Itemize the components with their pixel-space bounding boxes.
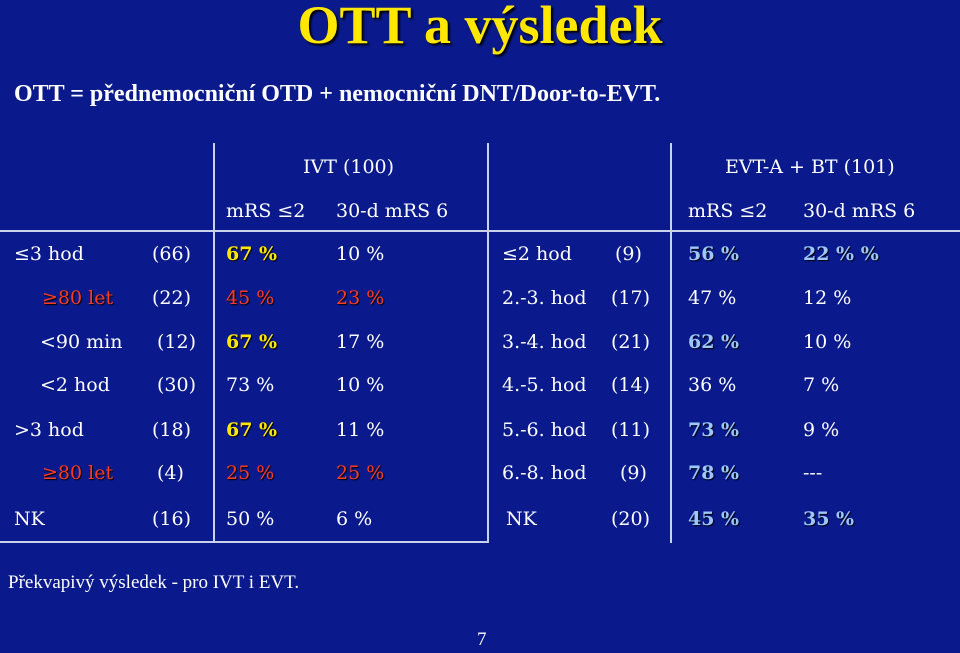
ivt-mrs6-5: 11 % <box>336 419 385 441</box>
evt-mrs6-7: 35 % <box>803 508 855 530</box>
evt-mrs2-1: 56 % <box>688 243 740 265</box>
ivt-n-3: (12) <box>157 331 197 353</box>
evt-group-header: EVT-A + BT (101) <box>725 156 895 178</box>
ivt-n-1: (66) <box>152 243 192 265</box>
evt-mrs6-5: 9 % <box>803 419 840 441</box>
ivt-n-6: (4) <box>157 462 184 484</box>
evt-mrs2-6: 78 % <box>688 462 740 484</box>
evt-time-3: 3.-4. hod <box>502 331 587 353</box>
ivt-n-4: (30) <box>157 374 197 396</box>
ivt-time-6: ≥80 let <box>42 462 114 484</box>
ivt-time-3: <90 min <box>40 331 123 353</box>
evt-n-5: (11) <box>611 419 651 441</box>
ivt-n-5: (18) <box>152 419 192 441</box>
evt-time-2: 2.-3. hod <box>502 287 587 309</box>
evt-mrs6-6: --- <box>803 462 823 484</box>
ivt-mrs6-2: 23 % <box>336 287 385 309</box>
table-divider <box>0 541 487 543</box>
table-divider <box>670 143 672 543</box>
evt-n-1: (9) <box>615 243 642 265</box>
evt-mrs6-3: 10 % <box>803 331 852 353</box>
slide-title: OTT a výsledek <box>297 0 663 55</box>
ivt-col-mrs2: mRS ≤2 <box>226 200 306 222</box>
ivt-mrs2-5: 67 % <box>226 419 278 441</box>
evt-col-mrs6: 30-d mRS 6 <box>803 200 916 222</box>
evt-n-6: (9) <box>620 462 647 484</box>
ivt-mrs6-7: 6 % <box>336 508 373 530</box>
evt-mrs2-3: 62 % <box>688 331 740 353</box>
evt-mrs6-1: 22 % % <box>803 243 879 265</box>
ivt-mrs2-3: 67 % <box>226 331 278 353</box>
table-divider <box>487 143 489 543</box>
evt-time-4: 4.-5. hod <box>502 374 587 396</box>
evt-time-7: NK <box>506 508 537 530</box>
ivt-mrs2-6: 25 % <box>226 462 275 484</box>
evt-mrs2-2: 47 % <box>688 287 737 309</box>
evt-time-6: 6.-8. hod <box>502 462 587 484</box>
ivt-n-7: (16) <box>152 508 192 530</box>
ivt-n-2: (22) <box>152 287 192 309</box>
ivt-mrs2-4: 73 % <box>226 374 275 396</box>
table-divider <box>0 230 960 232</box>
evt-time-1: ≤2 hod <box>502 243 572 265</box>
evt-mrs2-7: 45 % <box>688 508 740 530</box>
ivt-mrs6-6: 25 % <box>336 462 385 484</box>
page-number: 7 <box>477 629 487 650</box>
evt-n-2: (17) <box>611 287 651 309</box>
evt-n-3: (21) <box>611 331 651 353</box>
evt-n-7: (20) <box>611 508 651 530</box>
evt-col-mrs2: mRS ≤2 <box>688 200 768 222</box>
evt-mrs2-4: 36 % <box>688 374 737 396</box>
table-divider <box>213 143 215 543</box>
ivt-mrs6-3: 17 % <box>336 331 385 353</box>
ivt-mrs2-1: 67 % <box>226 243 278 265</box>
ivt-col-mrs6: 30-d mRS 6 <box>336 200 449 222</box>
ivt-group-header: IVT (100) <box>303 156 395 178</box>
evt-mrs6-2: 12 % <box>803 287 852 309</box>
ivt-mrs6-1: 10 % <box>336 243 385 265</box>
ivt-time-1: ≤3 hod <box>14 243 84 265</box>
evt-mrs6-4: 7 % <box>803 374 840 396</box>
formula-text: OTT = přednemocniční OTD + nemocniční DNT/Door-to-EVT. <box>14 81 661 107</box>
evt-mrs2-5: 73 % <box>688 419 740 441</box>
ivt-mrs2-2: 45 % <box>226 287 275 309</box>
ivt-time-4: <2 hod <box>40 374 110 396</box>
ivt-mrs6-4: 10 % <box>336 374 385 396</box>
ivt-time-7: NK <box>14 508 45 530</box>
ivt-time-2: ≥80 let <box>42 287 114 309</box>
evt-time-5: 5.-6. hod <box>502 419 587 441</box>
results-table <box>0 143 960 543</box>
ivt-time-5: >3 hod <box>14 419 84 441</box>
ivt-mrs2-7: 50 % <box>226 508 275 530</box>
footnote-text: Překvapivý výsledek - pro IVT i EVT. <box>8 572 300 593</box>
evt-n-4: (14) <box>611 374 651 396</box>
